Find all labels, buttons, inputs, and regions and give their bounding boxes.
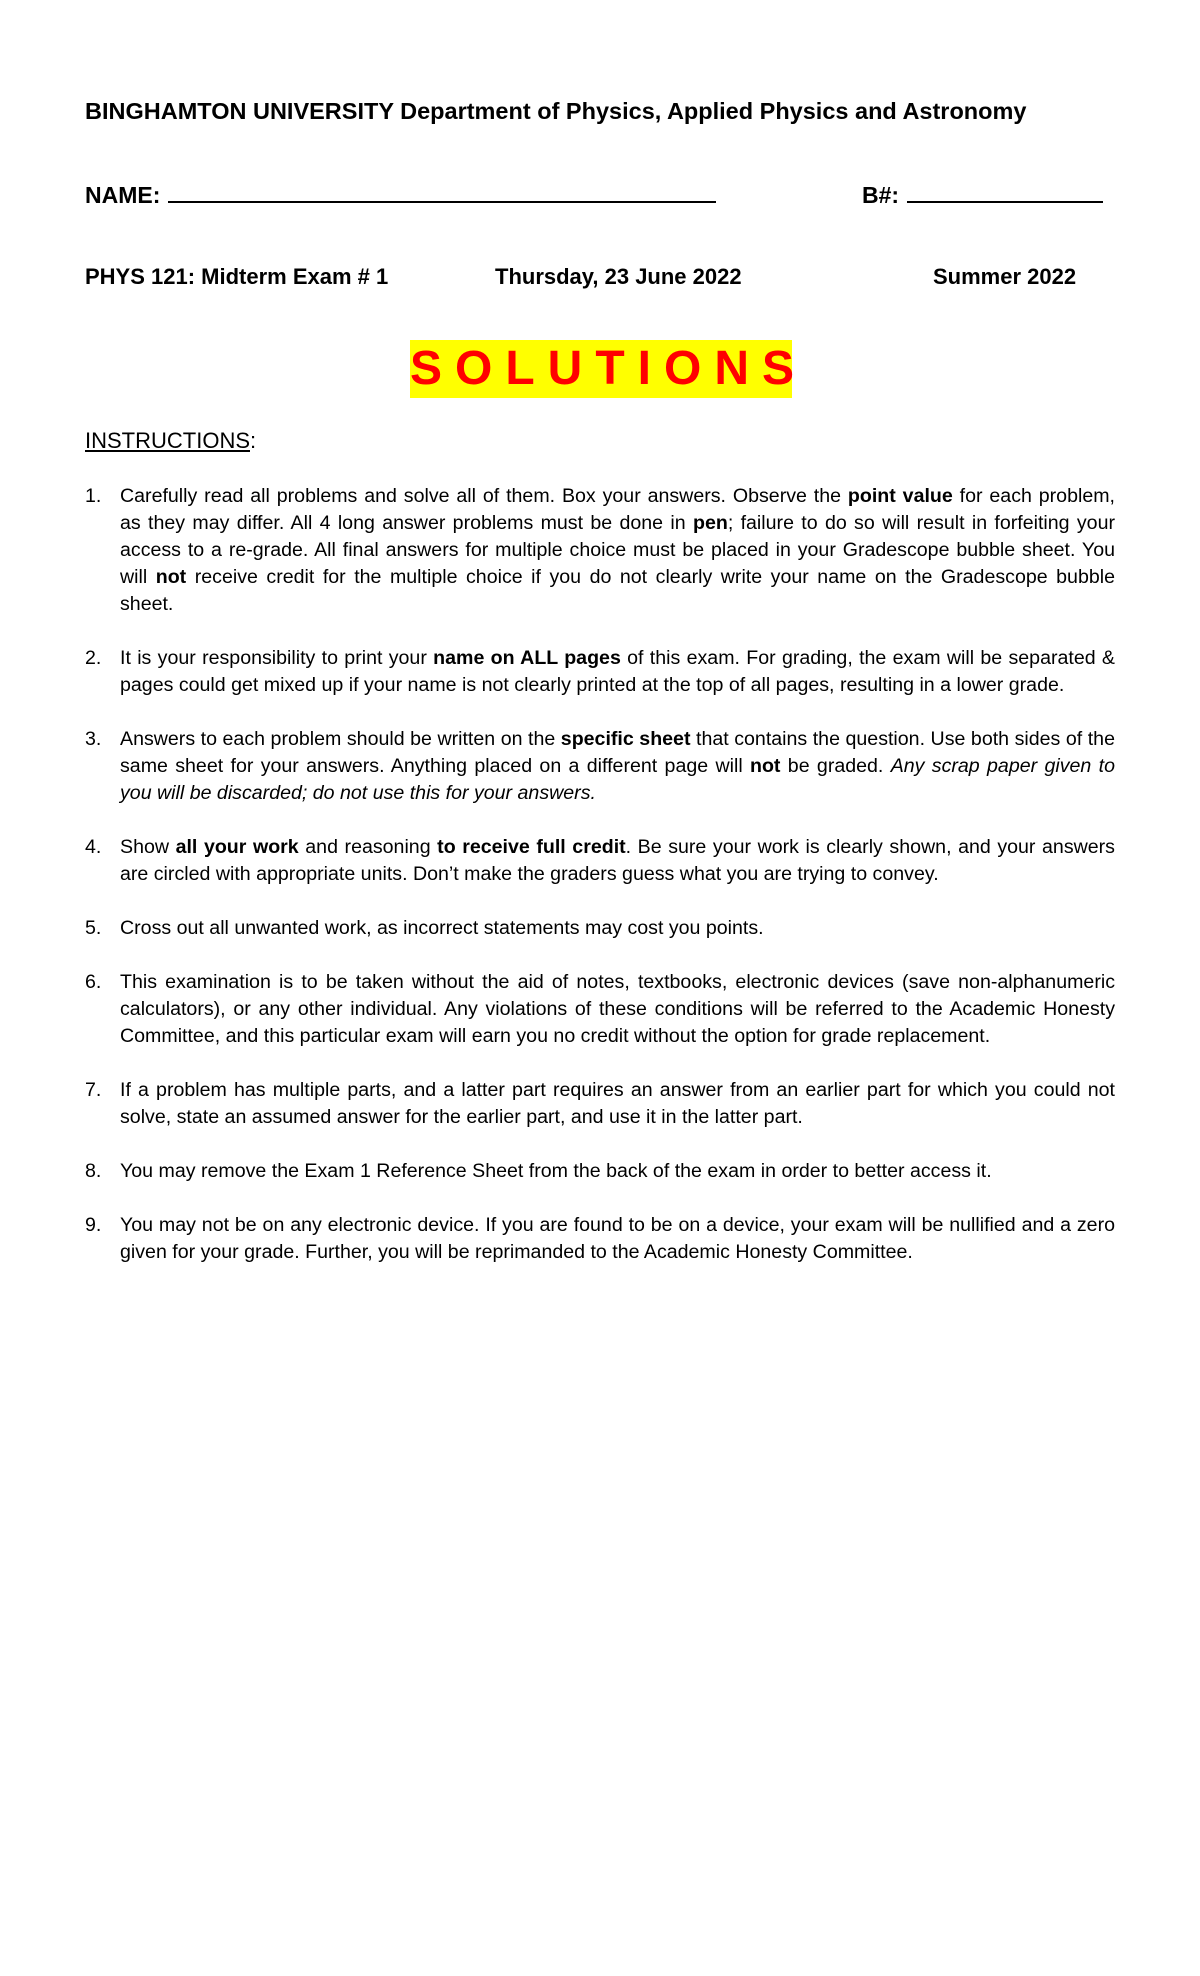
instruction-item — [85, 1077, 1115, 1131]
instruction-text: Show — [120, 836, 176, 858]
instructions-heading-text: INSTRUCTIONS — [85, 428, 250, 453]
exam-date: Thursday, 23 June 2022 — [495, 264, 742, 289]
name-blank — [168, 183, 716, 203]
instruction-number: 6. — [85, 971, 102, 993]
instruction-item — [85, 915, 1115, 942]
solutions-banner: SOLUTIONS — [410, 340, 792, 398]
instruction-text: Carefully read all problems and solve all of them. Box your answers. Observe the — [120, 485, 848, 507]
name-field-line — [85, 182, 716, 209]
instruction-text: receive credit for the multiple choice if you do not clearly write your name on the Gradescope bubble sheet. — [120, 566, 1115, 615]
instruction-emphasis: point value — [847, 485, 953, 507]
instruction-text: of this exam. For grading, the exam will be separated & pages could get mixed up if your name is not clearly printed at the top of all pages, resulting in a lower grade. — [120, 647, 1116, 696]
instruction-text: You may remove the Exam 1 Reference Sheet from the back of the exam in order to better access it. — [120, 1160, 992, 1182]
instruction-text: for each problem, as they may differ. All 4 long answer problems must be done in — [120, 485, 1115, 534]
exam-term: Summer 2022 — [933, 264, 1077, 289]
instruction-text: be graded. — [780, 755, 891, 777]
instruction-italic: Any scrap paper given to you will be discarded; do not use this for your answers. — [120, 755, 1115, 804]
instruction-item — [85, 969, 1115, 1050]
instruction-number: 4. — [85, 836, 102, 858]
instruction-number: 1. — [85, 485, 102, 507]
instruction-text: . Be sure your work is clearly shown, and your answers are circled with appropriate units. Don’t make the graders guess what you are trying to convey. — [120, 836, 1115, 885]
course-title: PHYS 121: Midterm Exam # 1 — [85, 264, 389, 289]
name-label: NAME: — [85, 182, 161, 208]
instruction-emphasis: name on ALL pages — [433, 647, 621, 669]
instruction-item — [85, 483, 1115, 618]
instruction-item — [85, 726, 1115, 807]
instruction-text: It is your responsibility to print your — [120, 647, 434, 669]
instruction-number: 2. — [85, 647, 102, 669]
instruction-item — [85, 1212, 1115, 1266]
instructions-heading — [85, 428, 256, 454]
instruction-item — [85, 645, 1115, 699]
bnumber-blank — [907, 183, 1103, 203]
instruction-item — [85, 834, 1115, 888]
instruction-text: Cross out all unwanted work, as incorrect statements may cost you points. — [120, 917, 764, 939]
instructions-heading-colon: : — [250, 428, 257, 453]
instruction-number: 5. — [85, 917, 102, 939]
instruction-text: You may not be on any electronic device. If you are found to be on a device, your exam will be nullified and a zero given for your grade. Further, you will be reprimanded to the Academic Honesty Committee. — [120, 1214, 1115, 1263]
instructions-list — [85, 483, 1115, 1293]
instruction-text: and reasoning — [298, 836, 438, 858]
instruction-emphasis: all your work — [175, 836, 299, 858]
bnumber-label: B#: — [862, 182, 900, 208]
instruction-number: 9. — [85, 1214, 102, 1236]
instruction-number: 3. — [85, 728, 102, 750]
instruction-text: This examination is to be taken without the aid of notes, textbooks, electronic devices (save non-alphanumeric calculators), or any other individual. Any violations of these conditions will be referred to the Academic Honesty Committee, and this particular exam will earn you no credit without the option for grade replacement. — [120, 971, 1115, 1047]
bnumber-field-line — [862, 182, 1103, 209]
instruction-number: 8. — [85, 1160, 102, 1182]
instruction-text: If a problem has multiple parts, and a latter part requires an answer from an earlier part for which you could not solve, state an assumed answer for the earlier part, and use it in the latter part. — [120, 1079, 1115, 1128]
instruction-item — [85, 1158, 1115, 1185]
instruction-number: 7. — [85, 1079, 102, 1101]
instruction-text: ; failure to do so will result in forfeiting your access to a re-grade. All final answers for multiple choice must be placed in your Gradescope bubble sheet. You will — [120, 512, 1116, 588]
instruction-emphasis: specific sheet — [560, 728, 691, 750]
instruction-emphasis: pen — [692, 512, 728, 534]
instruction-text: Answers to each problem should be written on the — [120, 728, 561, 750]
instruction-emphasis: not — [155, 566, 187, 588]
department-header: BINGHAMTON UNIVERSITY Department of Physics, Applied Physics and Astronomy — [85, 98, 1027, 124]
instruction-emphasis: not — [750, 755, 781, 777]
instruction-emphasis: to receive full credit — [437, 836, 626, 858]
instruction-text: that contains the question. Use both sides of the same sheet for your answers. Anything placed on a different page will — [120, 728, 1115, 777]
